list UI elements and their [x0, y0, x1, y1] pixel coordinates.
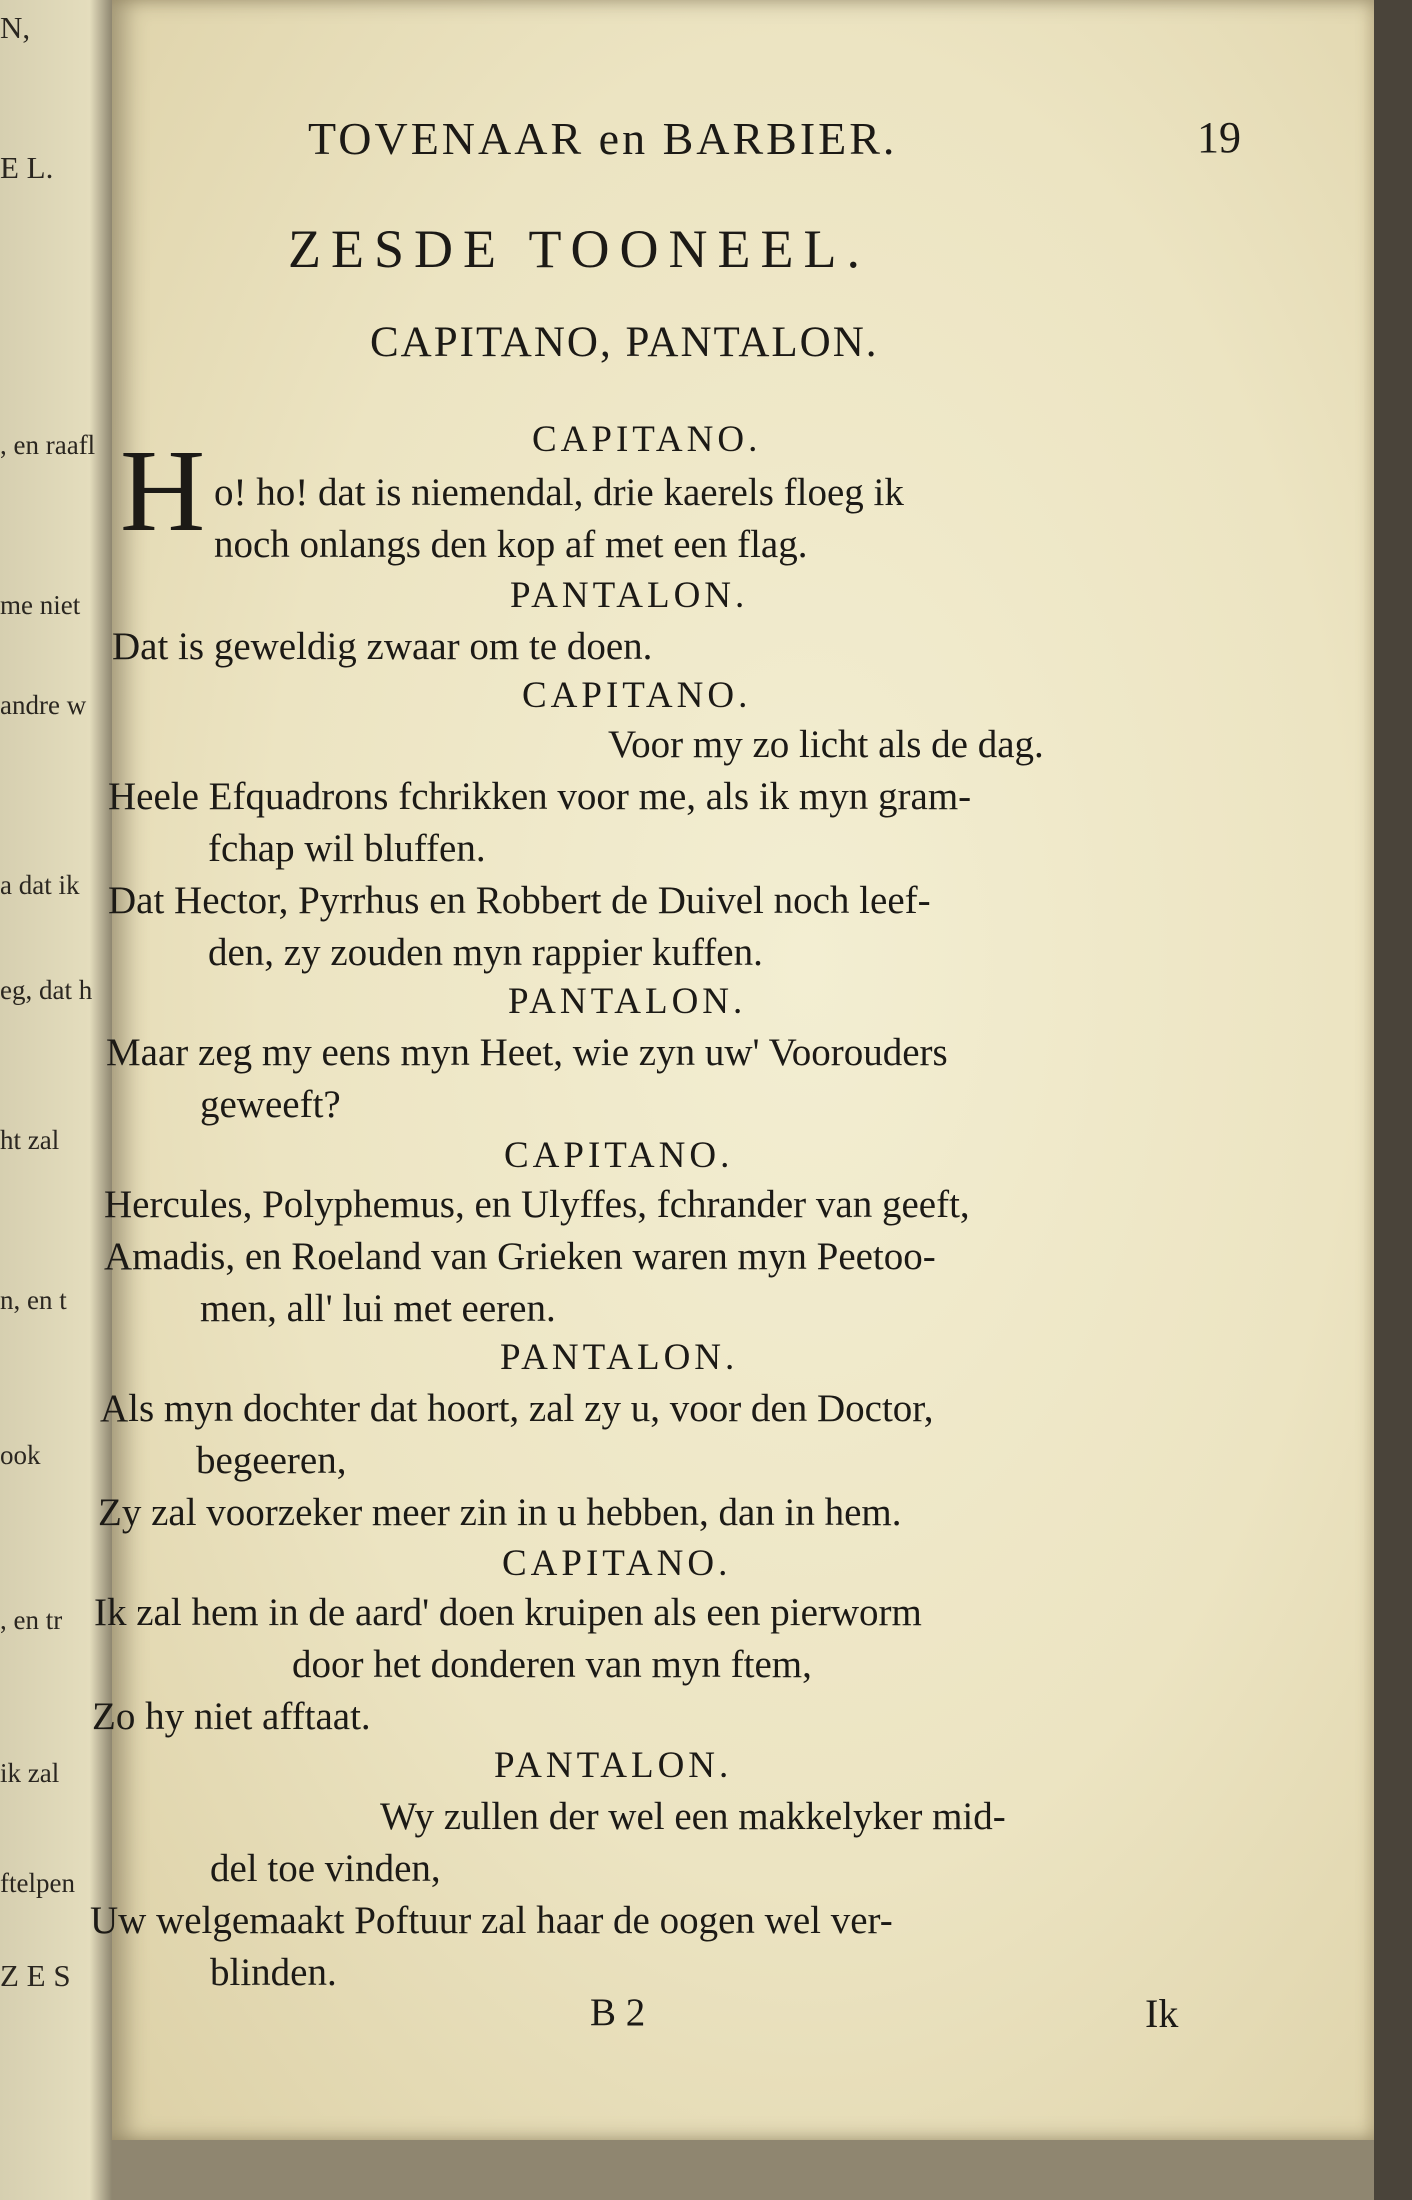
left-fragment: ht zal: [0, 1125, 60, 1155]
dialogue-line: begeeren,: [196, 1439, 347, 1482]
dialogue-line: Maar zeg my eens myn Heet, wie zyn uw' Voorouders: [106, 1031, 948, 1074]
speaker-name: PANTALON.: [494, 1745, 733, 1786]
background-right: [1374, 0, 1412, 2200]
speaker-name: CAPITANO.: [532, 419, 762, 460]
left-fragment: Z E S: [0, 1958, 71, 1993]
speaker-name: CAPITANO.: [502, 1543, 732, 1584]
background-bottom: [112, 2140, 1374, 2200]
dialogue-line: Zo hy niet afftaat.: [92, 1695, 371, 1738]
left-fragment: E L.: [0, 150, 54, 185]
catchword: Ik: [1145, 1991, 1179, 2036]
speaker-name: CAPITANO.: [504, 1135, 734, 1176]
dialogue-line: Hercules, Polyphemus, en Ulyffes, fchrander van geeft,: [104, 1183, 970, 1226]
speaker-name: PANTALON.: [508, 981, 747, 1022]
scene-persons: CAPITANO, PANTALON.: [370, 319, 879, 366]
speaker-name: PANTALON.: [500, 1337, 739, 1378]
dialogue-line: door het donderen van myn ftem,: [292, 1643, 812, 1686]
dialogue-line: Voor my zo licht als de dag.: [608, 723, 1044, 766]
left-fragment: ik zal: [0, 1758, 60, 1788]
dialogue-line: Ik zal hem in de aard' doen kruipen als een pierworm: [94, 1591, 922, 1634]
left-fragment: me niet: [0, 590, 81, 620]
dialogue-line: Uw welgemaakt Poftuur zal haar de oogen wel ver-: [90, 1899, 893, 1942]
left-fragment: , en tr: [0, 1605, 63, 1635]
dialogue-line: Heele Efquadrons fchrikken voor me, als ik myn gram-: [108, 775, 972, 818]
dialogue-line: noch onlangs den kop af met een flag.: [214, 523, 808, 566]
scene-title: ZESDE TOONEEL.: [288, 219, 870, 279]
left-fragment: n, en t: [0, 1285, 67, 1315]
dialogue-line: Als myn dochter dat hoort, zal zy u, voor den Doctor,: [100, 1387, 934, 1430]
speaker-name: PANTALON.: [510, 575, 749, 616]
left-fragment: andre w: [0, 690, 87, 720]
left-fragment: , en raafl: [0, 430, 96, 460]
dialogue-line: Amadis, en Roeland van Grieken waren myn Peetoo-: [104, 1235, 936, 1278]
left-fragment: ook: [0, 1440, 41, 1470]
dialogue-line: fchap wil bluffen.: [208, 827, 486, 870]
dialogue-line: blinden.: [210, 1951, 337, 1994]
speaker-name: CAPITANO.: [522, 675, 752, 716]
left-page-edge: [0, 0, 112, 2200]
dialogue-line: Dat is geweldig zwaar om te doen.: [112, 625, 653, 668]
dialogue-line: Dat Hector, Pyrrhus en Robbert de Duivel noch leef-: [108, 879, 931, 922]
dialogue-line: o! ho! dat is niemendal, drie kaerels floeg ik: [214, 471, 904, 514]
left-fragment: a dat ik: [0, 870, 80, 900]
left-fragment: N,: [0, 10, 31, 45]
left-fragment: ftelpen: [0, 1868, 75, 1898]
signature-mark: B 2: [590, 1991, 646, 2034]
dialogue-line: den, zy zouden myn rappier kuffen.: [208, 931, 763, 974]
drop-cap: H: [120, 425, 206, 556]
dialogue-line: men, all' lui met eeren.: [200, 1287, 556, 1330]
page-number: 19: [1197, 113, 1241, 162]
dialogue-line: Wy zullen der wel een makkelyker mid-: [380, 1795, 1006, 1838]
dialogue-line: Zy zal voorzeker meer zin in u hebben, dan in hem.: [98, 1491, 902, 1534]
running-head: TOVENAAR en BARBIER.: [308, 113, 898, 164]
dialogue-line: geweeft?: [200, 1083, 341, 1126]
dialogue-line: del toe vinden,: [210, 1847, 441, 1890]
left-fragment: eg, dat h: [0, 975, 93, 1005]
